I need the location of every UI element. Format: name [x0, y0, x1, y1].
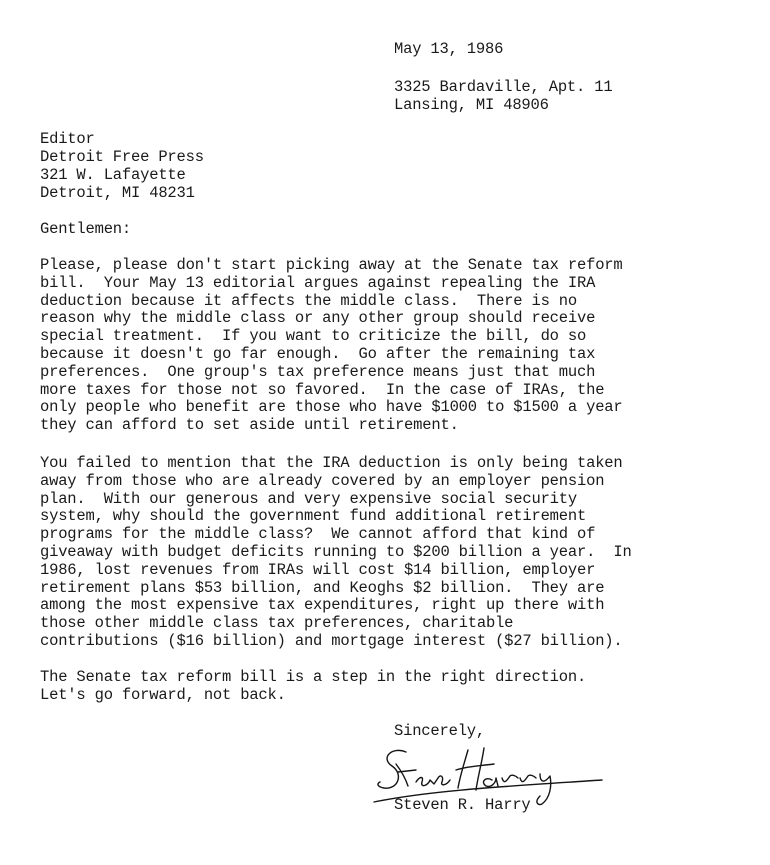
- paragraph-line: those other middle class tax preferences, charitable: [40, 614, 514, 633]
- paragraph-line: more taxes for those not so favored. In the case of IRAs, the: [40, 380, 605, 399]
- sender-city: Lansing, MI 48906: [394, 96, 549, 114]
- recipient-street: 321 W. Lafayette: [40, 166, 186, 184]
- paragraph-line: away from those who are already covered by an employer pension: [40, 471, 605, 490]
- signer-name: Steven R. Harry: [394, 796, 531, 814]
- paragraph-line: special treatment. If you want to criticize the bill, do so: [40, 327, 587, 346]
- body-paragraph-2: [40, 455, 755, 651]
- paragraph-line: only people who benefit are those who have $1000 to $1500 a year: [40, 398, 623, 417]
- paragraph-line: because it doesn't go far enough. Go after the remaining tax: [40, 344, 596, 363]
- recipient-city: Detroit, MI 48231: [40, 184, 195, 202]
- paragraph-line: deduction because it affects the middle class. There is no: [40, 291, 577, 310]
- paragraph-line: giveaway with budget deficits running to $200 billion a year. In: [40, 542, 632, 561]
- recipient-title: Editor: [40, 130, 95, 148]
- letter-date: May 13, 1986: [394, 40, 504, 58]
- paragraph-line: programs for the middle class? We cannot afford that kind of: [40, 525, 596, 544]
- closing: Sincerely,: [394, 722, 486, 740]
- body-paragraph-1: [40, 257, 755, 435]
- recipient-organization: Detroit Free Press: [40, 148, 204, 166]
- paragraph-line: retirement plans $53 billion, and Keoghs $2 billion. They are: [40, 578, 605, 597]
- paragraph-line: system, why should the government fund additional retirement: [40, 507, 587, 526]
- paragraph-line: You failed to mention that the IRA deduction is only being taken: [40, 454, 623, 472]
- paragraph-line: 1986, lost revenues from IRAs will cost $14 billion, employer: [40, 560, 596, 579]
- paragraph-line: reason why the middle class or any other group should receive: [40, 309, 596, 328]
- paragraph-line: preferences. One group's tax preference means just that much: [40, 362, 596, 381]
- paragraph-line: Let's go forward, not back.: [40, 685, 286, 704]
- sender-street: 3325 Bardaville, Apt. 11: [394, 78, 613, 96]
- salutation: Gentlemen:: [40, 220, 132, 238]
- paragraph-line: among the most expensive tax expenditures, right up there with: [40, 596, 605, 615]
- paragraph-line: Please, please don't start picking away at the Senate tax reform: [40, 256, 623, 274]
- paragraph-line: bill. Your May 13 editorial argues against repealing the IRA: [40, 273, 596, 292]
- body-paragraph-3: [40, 669, 755, 705]
- paragraph-line: they can afford to set aside until retirement.: [40, 416, 459, 435]
- paragraph-line: contributions ($16 billion) and mortgage interest ($27 billion).: [40, 631, 623, 650]
- paragraph-line: The Senate tax reform bill is a step in the right direction.: [40, 668, 587, 686]
- paragraph-line: plan. With our generous and very expensive social security: [40, 489, 577, 508]
